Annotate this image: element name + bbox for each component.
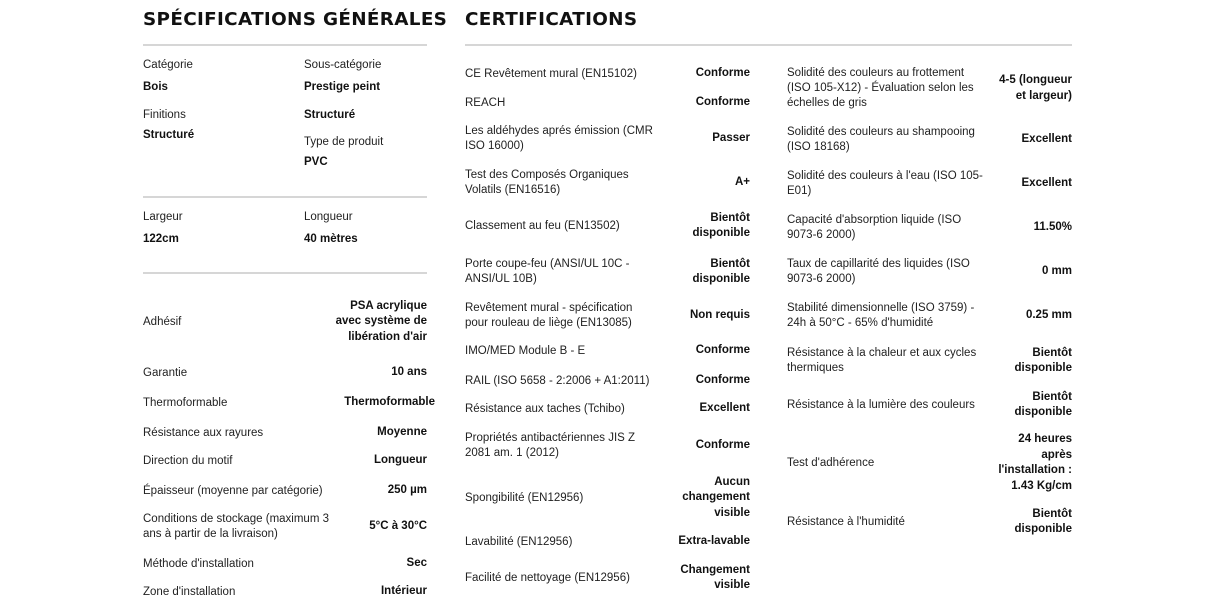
finitions-value: Structuré: [143, 129, 195, 141]
divider: [143, 272, 427, 274]
spec-row-garantie: [143, 365, 427, 381]
longueur-label: Longueur: [304, 211, 353, 223]
cert-row: [787, 389, 1072, 421]
cert-value: Excellent: [1021, 133, 1072, 146]
cert-row: [787, 300, 1072, 332]
spec-value: Intérieur: [380, 585, 427, 598]
cert-label: Spongibilité (EN12956): [465, 491, 584, 504]
cert-row: [465, 430, 750, 462]
cert-label: Résistance aux taches (Tchibo): [465, 402, 625, 415]
cert-value: Conforme: [695, 96, 750, 109]
type-produit-label: Type de produit: [304, 136, 384, 148]
cert-value: A+: [734, 176, 750, 189]
cert-label: Taux de capillarité des liquides (ISO 9073-6 2000): [787, 258, 970, 285]
cert-row: [465, 66, 750, 82]
cert-label: IMO/MED Module B - E: [465, 344, 586, 357]
cert-value: Bientôt disponible: [692, 257, 750, 285]
spec-label: Résistance aux rayures: [143, 426, 264, 439]
cert-value: 24 heures après l'installation : 1.43 Kg/cm: [998, 433, 1072, 492]
cert-value: Conforme: [695, 374, 750, 387]
cert-row: [465, 562, 750, 594]
cert-label: Classement au feu (EN13502): [465, 219, 620, 232]
largeur-value: 122cm: [143, 233, 179, 245]
spec-row-rayures: [143, 425, 427, 441]
cert-row: [465, 123, 750, 155]
cert-row: [787, 168, 1072, 200]
spec-row-epaisseur: [143, 483, 427, 499]
cert-label: RAIL (ISO 5658 - 2:2006 + A1:2011): [465, 374, 650, 387]
cert-row: [787, 212, 1072, 244]
spec-label: Méthode d'installation: [143, 557, 254, 570]
cert-value: Extra-lavable: [678, 535, 750, 548]
cert-row: [787, 124, 1072, 156]
type-produit-value: PVC: [304, 156, 328, 168]
spec-label: Adhésif: [143, 315, 182, 328]
cert-value: Aucun changement visible: [682, 475, 750, 519]
spec-row-direction: [143, 453, 427, 469]
cert-label: CE Revêtement mural (EN15102): [465, 67, 637, 80]
spec-value: 10 ans: [391, 366, 427, 379]
cert-row: [465, 534, 750, 550]
spec-row-adhesif: [143, 292, 427, 352]
cert-label: Porte coupe-feu (ANSI/UL 10C - ANSI/UL 10B): [465, 258, 630, 285]
cert-row: [787, 65, 1072, 112]
cert-row: [465, 167, 750, 199]
cert-label: Résistance à l'humidité: [787, 515, 905, 528]
cert-row: [465, 95, 750, 111]
divider: [465, 44, 1072, 46]
finitions-value-2: Structuré: [304, 109, 356, 121]
cert-row: [787, 432, 1072, 494]
cert-label: Solidité des couleurs à l'eau (ISO 105-E01): [787, 170, 983, 197]
cert-label: Revêtement mural - spécification pour rouleau de liège (EN13085): [465, 302, 633, 329]
general-specs-title: SPÉCIFICATIONS GÉNÉRALES: [143, 10, 448, 30]
spec-row-zone: [143, 584, 427, 600]
cert-label: Résistance à la lumière des couleurs: [787, 398, 975, 411]
cert-value: Excellent: [1021, 177, 1072, 190]
cert-value: Bientôt disponible: [692, 211, 750, 239]
cert-label: Propriétés antibactériennes JIS Z 2081 am. 1 (2012): [465, 432, 636, 459]
cert-value: 0 mm: [1041, 265, 1072, 278]
spec-value: Thermoformable: [344, 396, 435, 409]
cert-label: Test des Composés Organiques Volatils (EN16516): [465, 169, 629, 196]
sous-categorie-value: Prestige peint: [304, 81, 381, 93]
spec-value: PSA acrylique avec système de libération d'air: [335, 299, 427, 343]
finitions-label: Finitions: [143, 109, 186, 121]
categorie-label: Catégorie: [143, 59, 193, 71]
cert-row: [465, 373, 750, 389]
cert-label: Résistance à la chaleur et aux cycles thermiques: [787, 347, 977, 374]
cert-label: Stabilité dimensionnelle (ISO 3759) - 24h à 50°C - 65% d'humidité: [787, 302, 975, 329]
cert-label: Solidité des couleurs au shampooing (ISO 18168): [787, 126, 975, 153]
spec-label: Épaisseur (moyenne par catégorie): [143, 484, 323, 497]
cert-value: Non requis: [689, 309, 750, 322]
cert-value: Conforme: [695, 439, 750, 452]
spec-label: Conditions de stockage (maximum 3 ans à partir de la livraison): [143, 513, 329, 540]
spec-value: Longueur: [373, 454, 427, 467]
spec-row-thermoformable: [143, 395, 435, 411]
spec-value: 5°C à 30°C: [369, 520, 427, 533]
cert-label: Test d'adhérence: [787, 456, 875, 469]
divider: [143, 196, 427, 198]
cert-row: [465, 401, 750, 417]
categorie-value: Bois: [143, 81, 168, 93]
certifications-title: CERTIFICATIONS: [465, 10, 638, 30]
cert-row: [787, 506, 1072, 538]
cert-label: Lavabilité (EN12956): [465, 535, 573, 548]
cert-value: 0.25 mm: [1025, 309, 1072, 322]
cert-label: REACH: [465, 96, 506, 109]
cert-row: [465, 474, 750, 522]
spec-row-stockage: [143, 511, 427, 543]
spec-value: Moyenne: [377, 426, 427, 439]
spec-label: Garantie: [143, 366, 188, 379]
spec-value: Sec: [406, 557, 427, 570]
largeur-label: Largeur: [143, 211, 183, 223]
spec-label: Direction du motif: [143, 454, 233, 467]
cert-row: [465, 210, 750, 242]
cert-row: [465, 256, 750, 288]
divider: [143, 44, 427, 46]
cert-value: Passer: [712, 132, 750, 145]
cert-label: Solidité des couleurs au frottement (ISO 105-X12) - Évaluation selon les échelles de gris: [787, 67, 974, 109]
cert-label: Les aldéhydes aprés émission (CMR ISO 16000): [465, 125, 653, 152]
cert-label: Capacité d'absorption liquide (ISO 9073-6 2000): [787, 214, 962, 241]
cert-value: Excellent: [699, 402, 750, 415]
cert-value: Conforme: [695, 67, 750, 80]
cert-value: Bientôt disponible: [1014, 346, 1072, 374]
cert-value: Changement visible: [680, 563, 750, 591]
cert-value: Bientôt disponible: [1014, 507, 1072, 535]
cert-value: Bientôt disponible: [1014, 390, 1072, 418]
longueur-value: 40 mètres: [304, 233, 358, 245]
spec-row-methode: [143, 556, 427, 572]
spec-label: Zone d'installation: [143, 585, 236, 598]
cert-value: Conforme: [695, 344, 750, 357]
spec-value: 250 µm: [387, 484, 427, 497]
spec-label: Thermoformable: [143, 396, 228, 409]
cert-row: [787, 256, 1072, 288]
cert-value: 11.50%: [1033, 221, 1072, 234]
cert-row: [465, 300, 750, 332]
cert-value: 4-5 (longueur et largeur): [999, 74, 1072, 102]
cert-row: [787, 345, 1072, 377]
sous-categorie-label: Sous-catégorie: [304, 59, 382, 71]
cert-row: [465, 343, 750, 359]
cert-label: Facilité de nettoyage (EN12956): [465, 571, 630, 584]
